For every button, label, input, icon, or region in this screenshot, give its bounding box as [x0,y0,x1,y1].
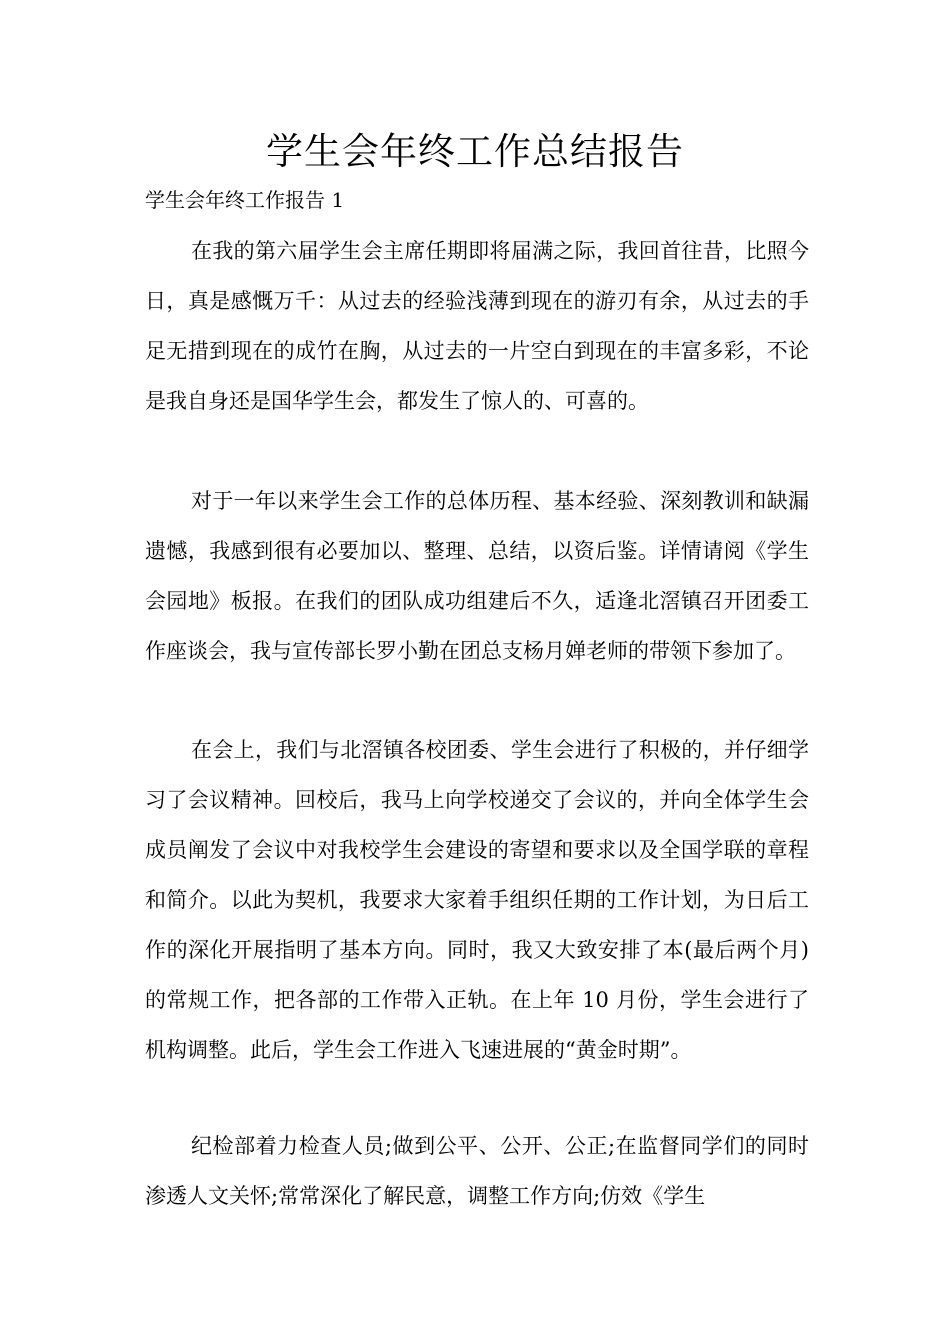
document-title: 学生会年终工作总结报告 [266,130,684,173]
body-paragraph-1: 在我的第六届学生会主席任期即将届满之际，我回首往昔，比照今日，真是感慨万千：从过去的经验浅薄到现在的游刃有余，从过去的手足无措到现在的成竹在胸，从过去的一片空白到现在的丰富多彩，不论是我自身还是国华学生会，都发生了惊人的、可喜的。 [145,239,809,413]
body-paragraph-4: 纪检部着力检查人员;做到公平、公开、公正;在监督同学们的同时渗透人文关怀;常常深化了解民意，调整工作方向;仿效《学生 [145,1134,809,1208]
body-paragraph-2: 对于一年以来学生会工作的总体历程、基本经验、深刻教训和缺漏遗憾，我感到很有必要加以、整理、总结，以资后鉴。详情请阅《学生会园地》板报。在我们的团队成功组建后不久，适逢北滘镇召开团委工作座谈会，我与宣传部长罗小勤在团总支杨月婵老师的带领下参加了。 [145,489,809,663]
body-paragraph-3: 在会上，我们与北滘镇各校团委、学生会进行了积极的，并仔细学习了会议精神。回校后，我马上向学校递交了会议的，并向全体学生会成员阐发了会议中对我校学生会建设的寄望和要求以及全国学联的章程和简介。以此为契机，我要求大家着手组织任期的工作计划，为日后工作的深化开展指明了基本方向。同时，我又大致安排了本(最后两个月)的常规工作，把各部的工作带入正轨。在上年 10 月份，学生会进行了机构调整。此后，学生会工作进入飞速进展的“黄金时期”。 [145,738,809,1062]
section-subtitle: 学生会年终工作报告 1 [145,188,345,212]
